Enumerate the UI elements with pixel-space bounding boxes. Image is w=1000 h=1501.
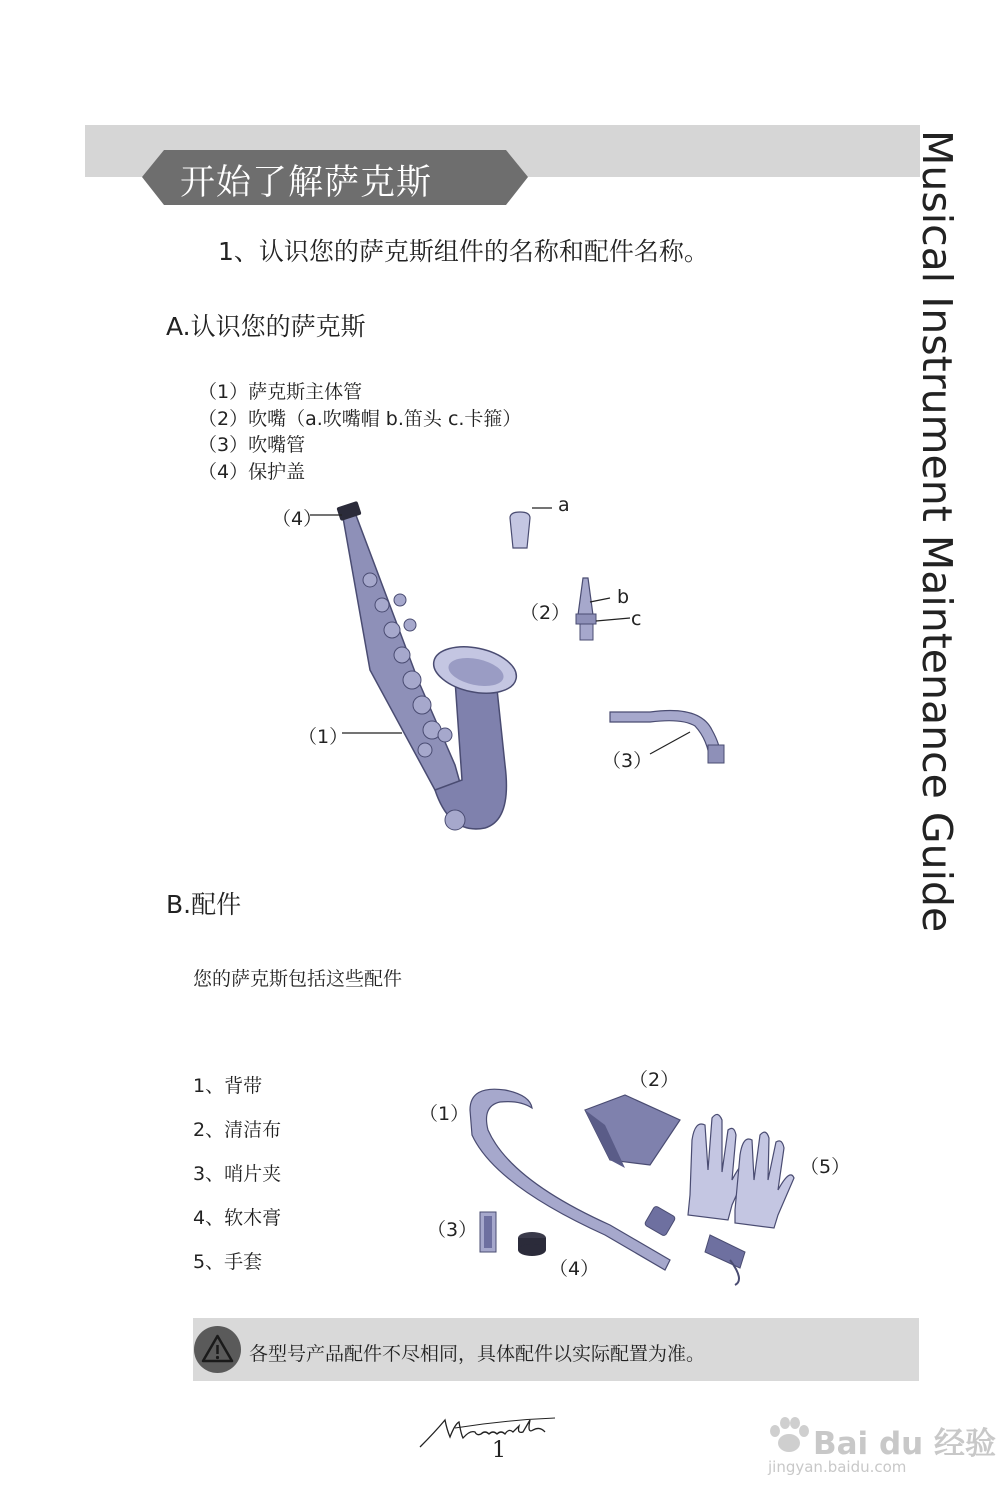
accessories-description: 您的萨克斯包括这些配件 xyxy=(193,968,403,990)
callout-body: （1） xyxy=(298,726,349,748)
section-a-heading: A.认识您的萨克斯 xyxy=(166,312,366,341)
page-number: 1 xyxy=(492,1438,506,1463)
list-item: （2）吹嘴（a.吹嘴帽 b.笛头 c.卡箍） xyxy=(198,407,522,430)
callout-a: a xyxy=(558,494,570,516)
callout-c: c xyxy=(631,608,642,630)
callout-mouthpiece: （2） xyxy=(520,602,571,624)
signature-logo xyxy=(415,1412,560,1452)
warning-icon xyxy=(194,1326,241,1373)
callout-cloth: （2） xyxy=(629,1069,680,1091)
callout-reed-holder: （3） xyxy=(427,1219,478,1241)
callout-neck: （3） xyxy=(602,750,653,772)
page-title: 开始了解萨克斯 xyxy=(180,163,433,203)
side-title-text: Musical Instrument Maintenance Guide xyxy=(913,130,961,933)
watermark-brand: Bai du 经验 xyxy=(813,1426,997,1462)
paw-icon xyxy=(765,1415,813,1455)
list-item: 2、清洁布 xyxy=(193,1119,282,1141)
list-item: 3、哨片夹 xyxy=(193,1163,282,1185)
section-b-heading: B.配件 xyxy=(166,890,242,919)
intro-heading: 1、认识您的萨克斯组件的名称和配件名称。 xyxy=(218,237,709,266)
watermark-url: jingyan.baidu.com xyxy=(768,1458,907,1476)
callout-cap: （4） xyxy=(272,508,323,530)
list-item: （4）保护盖 xyxy=(198,460,306,483)
parts-list xyxy=(198,379,521,485)
list-item: （1）萨克斯主体管 xyxy=(198,381,363,403)
callout-b: b xyxy=(617,586,630,608)
saxophone-illustration xyxy=(250,490,750,850)
accessories-list xyxy=(193,1064,281,1284)
notice-text: 各型号产品配件不尽相同，具体配件以实际配置为准。 xyxy=(249,1343,706,1365)
list-item: （3）吹嘴管 xyxy=(198,434,306,456)
list-item: 4、软木膏 xyxy=(193,1207,282,1229)
list-item: 5、手套 xyxy=(193,1251,263,1273)
side-title xyxy=(895,130,975,933)
accessories-illustration xyxy=(460,1080,810,1290)
list-item: 1、背带 xyxy=(193,1075,263,1097)
callout-strap: （1） xyxy=(419,1103,470,1125)
callout-gloves: （5） xyxy=(800,1156,851,1178)
callout-cork-grease: （4） xyxy=(549,1258,600,1280)
